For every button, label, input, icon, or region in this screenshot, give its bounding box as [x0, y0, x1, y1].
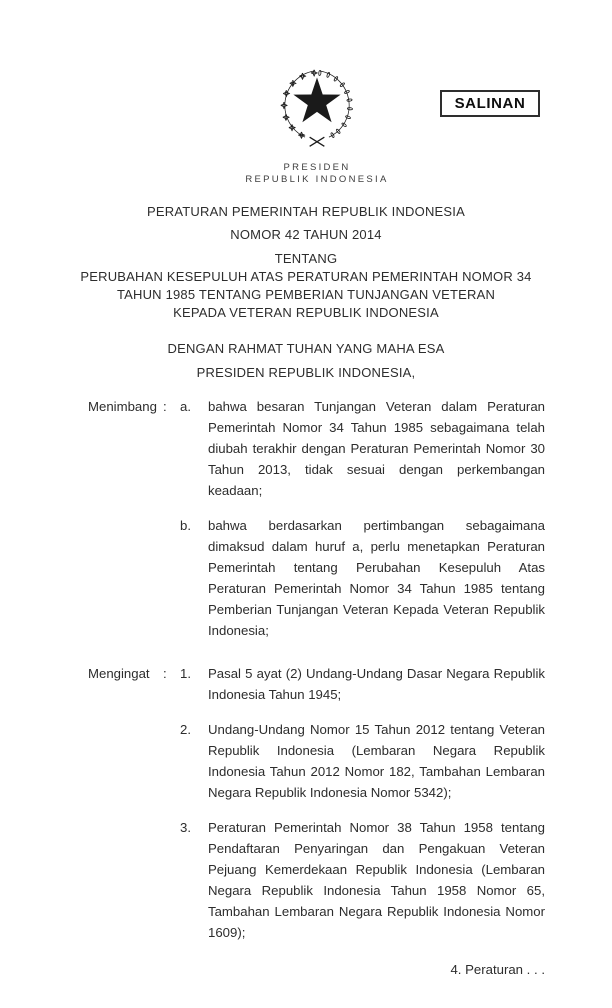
- label-separator: :: [163, 399, 167, 414]
- letterhead-line-presiden: PRESIDEN: [283, 162, 351, 173]
- item-text: bahwa besaran Tunjangan Veteran dalam Peraturan Pemerintah Nomor 34 Tahun 1985 sebagaimana telah diubah terakhir dengan Peraturan Pemerintah Nomor 30 Tahun 2013, tidak sesuai dengan perkembangan keadaan;: [208, 399, 545, 498]
- title-line-2: NOMOR 42 TAHUN 2014: [230, 227, 382, 242]
- considering-item-b: [88, 515, 545, 641]
- letterhead-line-republik: REPUBLIK INDONESIA: [245, 174, 389, 185]
- label-separator: :: [163, 666, 167, 681]
- star-wreath-icon: [271, 60, 363, 150]
- preamble-line-2: PRESIDEN REPUBLIK INDONESIA,: [196, 365, 416, 380]
- item-text: bahwa berdasarkan pertimbangan sebagaimana dimaksud dalam huruf a, perlu menetapkan Peraturan Pemerintah tentang Perubahan Kesepuluh Atas Peraturan Pemerintah Nomor 34 Tahun 1985 tentang Pemberian Tunjangan Veteran Kepada Veteran Republik Indonesia;: [208, 518, 545, 638]
- section-label: Menimbang: [88, 399, 157, 414]
- section-menimbang: [88, 396, 545, 641]
- section-label: Mengingat: [88, 666, 150, 681]
- recalling-item-2: [88, 719, 545, 803]
- item-marker: 2.: [180, 722, 191, 737]
- salinan-stamp-label: SALINAN: [454, 95, 526, 112]
- letterhead-text: [11, 162, 612, 186]
- catchword: 4. Peraturan . . .: [450, 962, 545, 977]
- recalling-item-3: [88, 817, 545, 943]
- item-text: Pasal 5 ayat (2) Undang-Undang Dasar Negara Republik Indonesia Tahun 1945;: [208, 666, 545, 702]
- title-line-6: KEPADA VETERAN REPUBLIK INDONESIA: [173, 305, 439, 320]
- clauses: [88, 396, 545, 943]
- item-marker: 3.: [180, 820, 191, 835]
- item-text: Undang-Undang Nomor 15 Tahun 2012 tentang Veteran Republik Indonesia (Lembaran Negara Republik Indonesia Tahun 2012 Nomor 182, Tambahan Lembaran Negara Republik Indonesia Nomor 5342);: [208, 722, 545, 800]
- item-marker: 1.: [180, 666, 191, 681]
- preamble-line-1: DENGAN RAHMAT TUHAN YANG MAHA ESA: [167, 341, 445, 356]
- presidential-emblem: [271, 60, 363, 150]
- recalling-item-1: [88, 663, 545, 705]
- considering-item-a: [88, 396, 545, 501]
- regulation-title: [0, 203, 612, 382]
- title-line-5: TAHUN 1985 TENTANG PEMBERIAN TUNJANGAN VETERAN: [116, 287, 496, 302]
- title-line-1: PERATURAN PEMERINTAH REPUBLIK INDONESIA: [147, 204, 465, 219]
- item-marker: a.: [180, 399, 191, 414]
- title-line-3: TENTANG: [274, 251, 338, 266]
- section-mengingat: [88, 663, 545, 943]
- item-text: Peraturan Pemerintah Nomor 38 Tahun 1958 tentang Pendaftaran Penyaringan dan Pengakuan Veteran Pejuang Kemerdekaan Republik Indonesia (Lembaran Negara Republik Indonesia Tahun 1958 Nomor 65, Tambahan Lembaran Negara Republik Indonesia Nomor 1609);: [208, 820, 545, 940]
- item-marker: b.: [180, 518, 191, 533]
- salinan-stamp: [440, 90, 540, 117]
- title-line-4: PERUBAHAN KESEPULUH ATAS PERATURAN PEMERINTAH NOMOR 34: [80, 269, 532, 284]
